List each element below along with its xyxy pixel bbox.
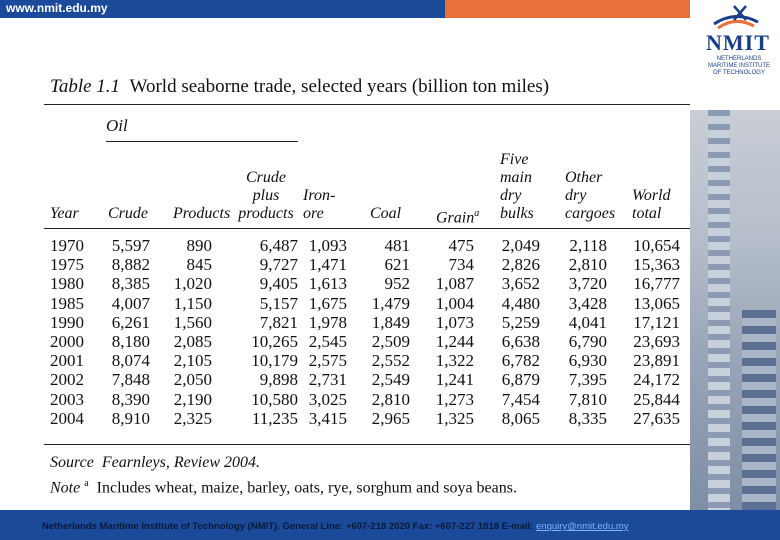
cell-crude: 8,390 — [111, 389, 150, 409]
caption-title: World seaborne trade, selected years (billion ton miles) — [129, 76, 550, 97]
cell-iron-ore: 3,415 — [308, 408, 347, 428]
cell-other-dry-cargoes: 6,790 — [568, 332, 607, 351]
footer-bar — [0, 510, 780, 540]
cell-coal: 2,810 — [371, 389, 410, 409]
cell-year: 1980 — [50, 274, 84, 294]
cell-crude: 8,910 — [111, 408, 150, 428]
cell-crude-plus-products: 10,580 — [251, 389, 298, 409]
cell-crude-plus-products: 11,235 — [251, 408, 298, 428]
cell-products: 1,150 — [173, 293, 212, 313]
cell-other-dry-cargoes: 8,335 — [568, 408, 607, 428]
campus-photo — [690, 110, 780, 510]
source-text: Fearnleys, Review 2004. — [101, 454, 261, 471]
cell-iron-ore: 1,613 — [308, 274, 347, 294]
caption-label: Table 1.1 — [50, 76, 121, 97]
cell-other-dry-cargoes: 7,810 — [568, 389, 607, 409]
cell-world-total: 23,693 — [633, 332, 680, 351]
cell-five-main-dry-bulks: 2,049 — [501, 236, 540, 255]
cell-coal: 2,509 — [371, 332, 410, 351]
cell-iron-ore: 1,093 — [308, 236, 347, 255]
cell-grain: 1,241 — [435, 370, 474, 390]
cell-coal: 481 — [384, 236, 410, 255]
cell-five-main-dry-bulks: 3,652 — [501, 274, 540, 294]
top-bar — [0, 0, 780, 18]
header-crude: Crude — [108, 205, 148, 222]
cell-five-main-dry-bulks: 8,065 — [501, 408, 540, 428]
table-caption — [50, 76, 549, 98]
cell-year: 1990 — [50, 312, 84, 332]
website-url[interactable]: www.nmit.edu.my — [6, 1, 108, 15]
cell-coal: 621 — [384, 255, 410, 275]
cell-crude-plus-products: 9,727 — [259, 255, 298, 275]
cell-products: 2,050 — [173, 370, 212, 390]
cell-crude: 4,007 — [111, 293, 150, 313]
cell-crude-plus-products: 10,265 — [251, 332, 298, 351]
cell-world-total: 25,844 — [633, 389, 680, 409]
cell-year: 2003 — [50, 389, 84, 409]
cell-products: 2,325 — [173, 408, 212, 428]
cell-products: 1,560 — [173, 312, 212, 332]
cell-world-total: 24,172 — [633, 370, 680, 390]
cell-grain: 1,004 — [435, 293, 474, 313]
cell-other-dry-cargoes: 2,810 — [568, 255, 607, 275]
footer-email-link[interactable]: enquiry@nmit.edu.my — [536, 521, 629, 532]
cell-grain: 1,322 — [435, 351, 474, 371]
cell-other-dry-cargoes: 3,720 — [568, 274, 607, 294]
cell-other-dry-cargoes: 3,428 — [568, 293, 607, 313]
cell-iron-ore: 3,025 — [308, 389, 347, 409]
cell-five-main-dry-bulks: 2,826 — [501, 255, 540, 275]
cell-products: 1,020 — [173, 274, 212, 294]
cell-world-total: 27,635 — [633, 408, 680, 428]
cell-crude: 8,180 — [111, 332, 150, 351]
cell-crude: 8,385 — [111, 274, 150, 294]
header-coal: Coal — [370, 205, 402, 222]
source-label: Source — [50, 454, 94, 471]
cell-five-main-dry-bulks: 6,782 — [501, 351, 540, 371]
header-rule — [44, 228, 690, 229]
cell-products: 2,190 — [173, 389, 212, 409]
cell-world-total: 13,065 — [633, 293, 680, 313]
top-rule — [44, 104, 690, 105]
cell-coal: 952 — [384, 274, 410, 294]
table-page — [44, 68, 690, 496]
cell-crude: 6,261 — [111, 312, 150, 332]
cell-crude: 7,848 — [111, 370, 150, 390]
cell-world-total: 15,363 — [633, 255, 680, 275]
header-world-total: World total — [632, 187, 671, 222]
cell-year: 1985 — [50, 293, 84, 313]
cell-year: 2001 — [50, 351, 84, 371]
header-other-dry-cargoes: Other dry cargoes — [565, 169, 616, 222]
cell-grain: 1,273 — [435, 389, 474, 409]
cell-grain: 1,073 — [435, 312, 474, 332]
cell-grain: 1,325 — [435, 408, 474, 428]
cell-world-total: 16,777 — [633, 274, 680, 294]
footer-contact — [42, 521, 629, 532]
logo: NMIT — [706, 30, 770, 55]
cell-iron-ore: 2,731 — [308, 370, 347, 390]
cell-other-dry-cargoes: 7,395 — [568, 370, 607, 390]
cell-products: 845 — [186, 255, 212, 275]
note-text: Includes wheat, maize, barley, oats, rye, sorghum and soya beans. — [96, 479, 517, 497]
cell-coal: 1,849 — [371, 312, 410, 332]
cell-coal: 2,552 — [371, 351, 410, 371]
logo-subtitle: NETHERLANDS MARITIME INSTITUTE OF TECHNOLOGY — [708, 56, 770, 76]
oil-rule — [106, 141, 298, 142]
note-line — [50, 478, 517, 497]
cell-crude-plus-products: 7,821 — [259, 312, 298, 332]
header-crude-plus-products: Crude plus products — [238, 169, 294, 222]
cell-year: 2002 — [50, 370, 84, 390]
header-iron-ore: Iron- ore — [303, 187, 336, 222]
cell-other-dry-cargoes: 2,118 — [569, 236, 607, 255]
cell-year: 1975 — [50, 255, 84, 275]
cell-five-main-dry-bulks: 6,879 — [501, 370, 540, 390]
cell-crude: 8,882 — [111, 255, 150, 275]
header-grain: Grain$^a$ — [436, 208, 480, 227]
cell-grain: 475 — [448, 236, 474, 255]
cell-coal: 2,965 — [371, 408, 410, 428]
cell-year: 1970 — [50, 236, 84, 255]
cell-iron-ore: 1,471 — [308, 255, 347, 275]
cell-iron-ore: 2,575 — [308, 351, 347, 371]
header-year: Year — [50, 205, 79, 222]
cell-five-main-dry-bulks: 6,638 — [501, 332, 540, 351]
cell-iron-ore: 1,675 — [308, 293, 347, 313]
cell-products: 890 — [186, 236, 212, 255]
cell-products: 2,085 — [173, 332, 212, 351]
cell-grain: 1,087 — [435, 274, 474, 294]
cell-world-total: 23,891 — [633, 351, 680, 371]
cell-five-main-dry-bulks: 7,454 — [501, 389, 540, 409]
cell-crude-plus-products: 10,179 — [251, 351, 298, 371]
cell-crude-plus-products: 9,405 — [259, 274, 298, 294]
cell-five-main-dry-bulks: 5,259 — [501, 312, 540, 332]
note-mark: a — [84, 478, 89, 489]
cell-year: 2000 — [50, 332, 84, 351]
cell-coal: 2,549 — [371, 370, 410, 390]
cell-other-dry-cargoes: 6,930 — [568, 351, 607, 371]
cell-crude-plus-products: 6,487 — [259, 236, 298, 255]
cell-other-dry-cargoes: 4,041 — [568, 312, 607, 332]
header-products: Products — [173, 205, 231, 222]
cell-crude: 8,074 — [111, 351, 150, 371]
cell-grain: 734 — [448, 255, 474, 275]
cell-iron-ore: 2,545 — [308, 332, 347, 351]
cell-coal: 1,479 — [371, 293, 410, 313]
note-label: Note — [50, 479, 81, 497]
bottom-rule — [44, 444, 690, 445]
cell-five-main-dry-bulks: 4,480 — [501, 293, 540, 313]
cell-crude: 5,597 — [111, 236, 150, 255]
cell-crude-plus-products: 5,157 — [259, 293, 298, 313]
cell-year: 2004 — [50, 408, 84, 428]
header-five-main-dry-bulks: Five main dry bulks — [500, 151, 534, 222]
cell-world-total: 17,121 — [633, 312, 680, 332]
cell-world-total: 10,654 — [633, 236, 680, 255]
source-line — [50, 454, 260, 472]
cell-products: 2,105 — [173, 351, 212, 371]
footer-text: Netherlands Maritime Institute of Technology (NMIT). General Line: +607-218 2020 Fax: +607-227 1818 E-mail: — [42, 521, 536, 532]
cell-crude-plus-products: 9,898 — [259, 370, 298, 390]
cell-iron-ore: 1,978 — [308, 312, 347, 332]
cell-grain: 1,244 — [435, 332, 474, 351]
oil-group-label: Oil — [106, 116, 128, 135]
grain-footnote-mark: a — [474, 208, 480, 219]
